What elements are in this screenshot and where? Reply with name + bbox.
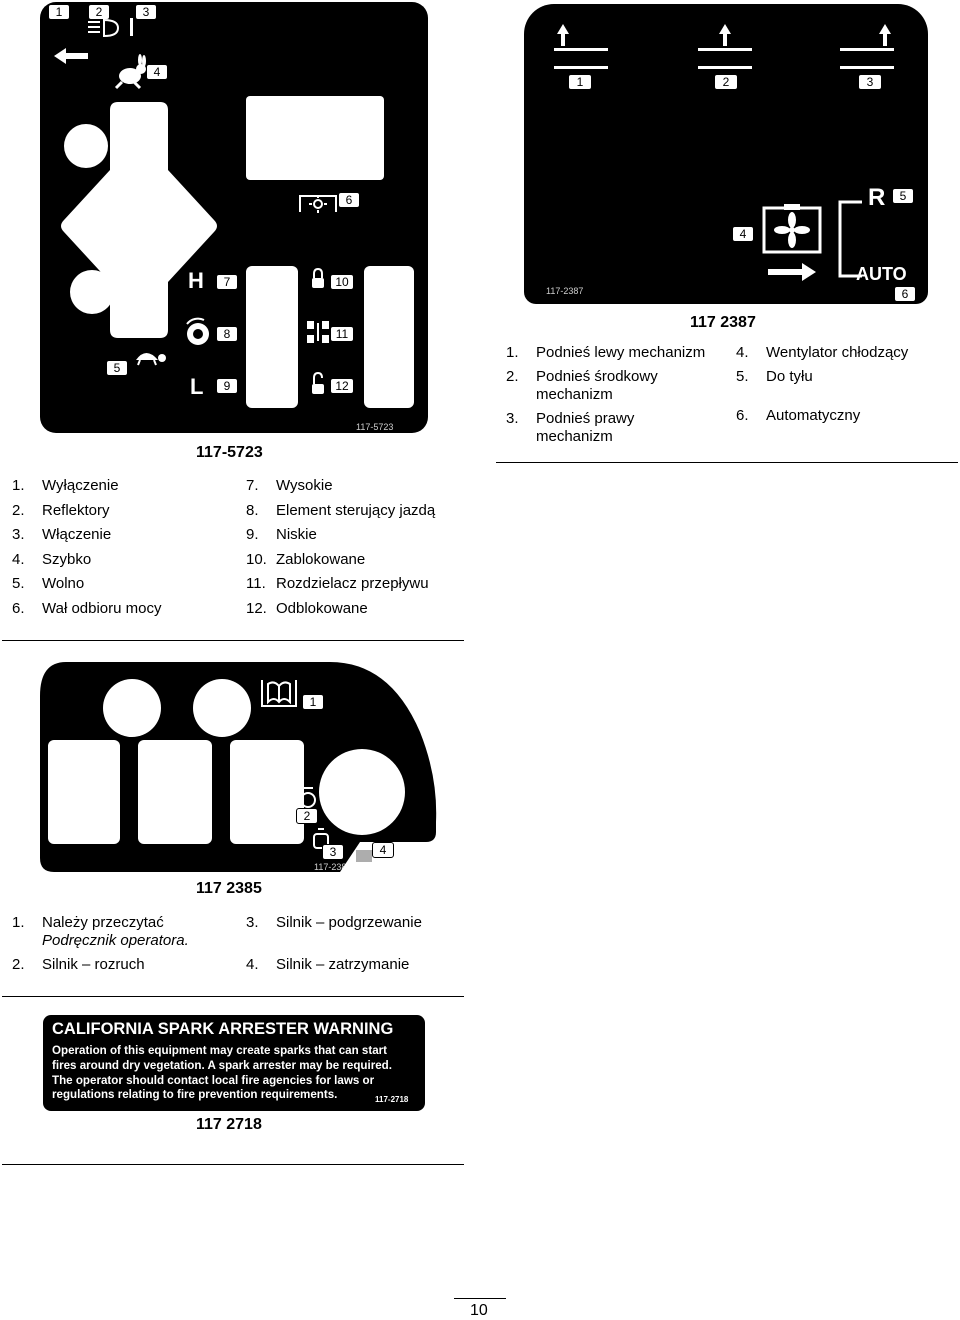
switch-slot-3: [230, 740, 304, 844]
ignition-hole: [319, 749, 405, 835]
decal-code: 117-2385: [314, 862, 352, 872]
legend-item: 3. Podnieś prawy mechanizm: [506, 410, 635, 445]
decal-117-2718: [43, 1015, 425, 1111]
warning-title: CALIFORNIA SPARK ARRESTER WARNING: [52, 1020, 394, 1038]
badge-5: 5: [892, 188, 914, 204]
decal-code: 117-5723: [356, 422, 394, 432]
badge-3: 3: [135, 4, 157, 20]
badge-2: 2: [714, 74, 738, 90]
badge-1: 1: [568, 74, 592, 90]
badge-11: 11: [330, 326, 354, 342]
low-label: L: [190, 374, 204, 399]
decal-code: 117-2718: [375, 1095, 409, 1104]
badge-3: 3: [322, 844, 344, 860]
high-label: H: [188, 268, 204, 293]
legend-117-2387-right: [736, 344, 908, 425]
engine-stop-icon: [356, 850, 372, 862]
lock-closed-icon: [310, 268, 326, 290]
legend-item: 2. Silnik – rozruch: [12, 956, 145, 973]
drive-control-icon: [184, 320, 212, 348]
display-window: [246, 96, 384, 180]
badge-1: 1: [302, 694, 324, 710]
legend-item: 1. Podnieś lewy mechanizm: [506, 344, 706, 361]
auto-label: AUTO: [856, 264, 907, 284]
badge-6: 6: [894, 286, 916, 302]
legend-item: 5. Wolno: [12, 575, 85, 592]
badge-5: 5: [106, 360, 128, 376]
knob-hole-lower: [70, 270, 114, 314]
badge-7: 7: [216, 274, 238, 290]
legend-item: 10. Zablokowane: [246, 550, 366, 568]
badge-1: 1: [48, 4, 70, 20]
decal-117-2387: [524, 4, 928, 304]
flow-divider-icon: [306, 320, 330, 344]
caption-117-2387: 117 2387: [690, 314, 756, 331]
legend-item: 4. Szybko: [12, 550, 92, 568]
legend-item: 3. Włączenie: [12, 526, 112, 543]
divider: [2, 1164, 464, 1165]
legend-item: 4. Wentylator chłodzący: [736, 344, 909, 361]
lock-open-icon: [310, 372, 326, 396]
badge-2: 2: [88, 4, 110, 20]
legend-item: 2. Reflektory: [12, 501, 110, 519]
legend-item: 9. Niskie: [246, 526, 317, 543]
badge-10: 10: [330, 274, 354, 290]
turtle-icon: [132, 346, 168, 366]
legend-item: 8. Element sterujący jazdą: [246, 501, 436, 519]
italic-text: Podręcznik operatora.: [42, 932, 189, 949]
badge-9: 9: [216, 378, 238, 394]
badge-4: 4: [146, 64, 168, 80]
legend-item: 3. Silnik – podgrzewanie: [246, 914, 422, 931]
fan-icon: [762, 204, 822, 254]
pto-icon: [298, 190, 338, 214]
legend-item: 7. Wysokie: [246, 477, 333, 494]
knob-hole-1: [103, 679, 161, 737]
badge-3: 3: [858, 74, 882, 90]
switch-slot-2: [138, 740, 212, 844]
legend-item: 1. Wyłączenie: [12, 477, 119, 494]
caption-117-5723: 117-5723: [196, 444, 263, 461]
legend-item: 2. Podnieś środkowy mechanizm: [506, 368, 658, 403]
divider: [2, 996, 464, 997]
legend-117-5723-left: [12, 474, 162, 621]
switch-slot-drive: [246, 266, 298, 408]
legend-item: 6. Wał odbioru mocy: [12, 599, 162, 617]
caption-117-2718: 117 2718: [196, 1116, 262, 1133]
legend-item: 11. Rozdzielacz przepływu: [246, 575, 429, 592]
switch-slot-lock: [364, 266, 414, 408]
badge-4: 4: [372, 842, 394, 858]
knob-hole-2: [193, 679, 251, 737]
legend-item: 6. Automatyczny: [736, 407, 861, 424]
page-number-rule: [454, 1298, 506, 1299]
legend-item: 1. Należy przeczytać Podręcznik operatora.: [12, 914, 189, 949]
raise-left-icon: [554, 24, 610, 70]
legend-item: 5. Do tyłu: [736, 368, 813, 385]
switch-slot-1: [48, 740, 120, 844]
badge-4: 4: [732, 226, 754, 242]
legend-117-5723-right: [246, 474, 435, 621]
warning-text: Operation of this equipment may create sparks that can start fires around dry vegetation. A spark arrester may be required. The operator should contact local fire agencies for laws or regulations relating to fire prevention requirements.: [52, 1044, 392, 1102]
raise-right-icon: [840, 24, 896, 70]
legend-item: 4. Silnik – zatrzymanie: [246, 956, 410, 973]
decal-code: 117-2387: [546, 286, 584, 296]
divider: [496, 462, 958, 463]
badge-8: 8: [216, 326, 238, 342]
legend-item: 12. Odblokowane: [246, 599, 368, 617]
reverse-label: R: [868, 184, 886, 211]
knob-hole-left: [64, 124, 108, 168]
decal-117-5723: [40, 2, 428, 433]
badge-2: 2: [296, 808, 318, 824]
legend-117-2387-left: [506, 344, 724, 446]
divider: [2, 640, 464, 641]
raise-center-icon: [698, 24, 754, 70]
badge-12: 12: [330, 378, 354, 394]
page-number: 10: [470, 1302, 488, 1319]
badge-6: 6: [338, 192, 360, 208]
caption-117-2385: 117 2385: [196, 880, 262, 897]
arrow-right-icon: [768, 262, 818, 282]
